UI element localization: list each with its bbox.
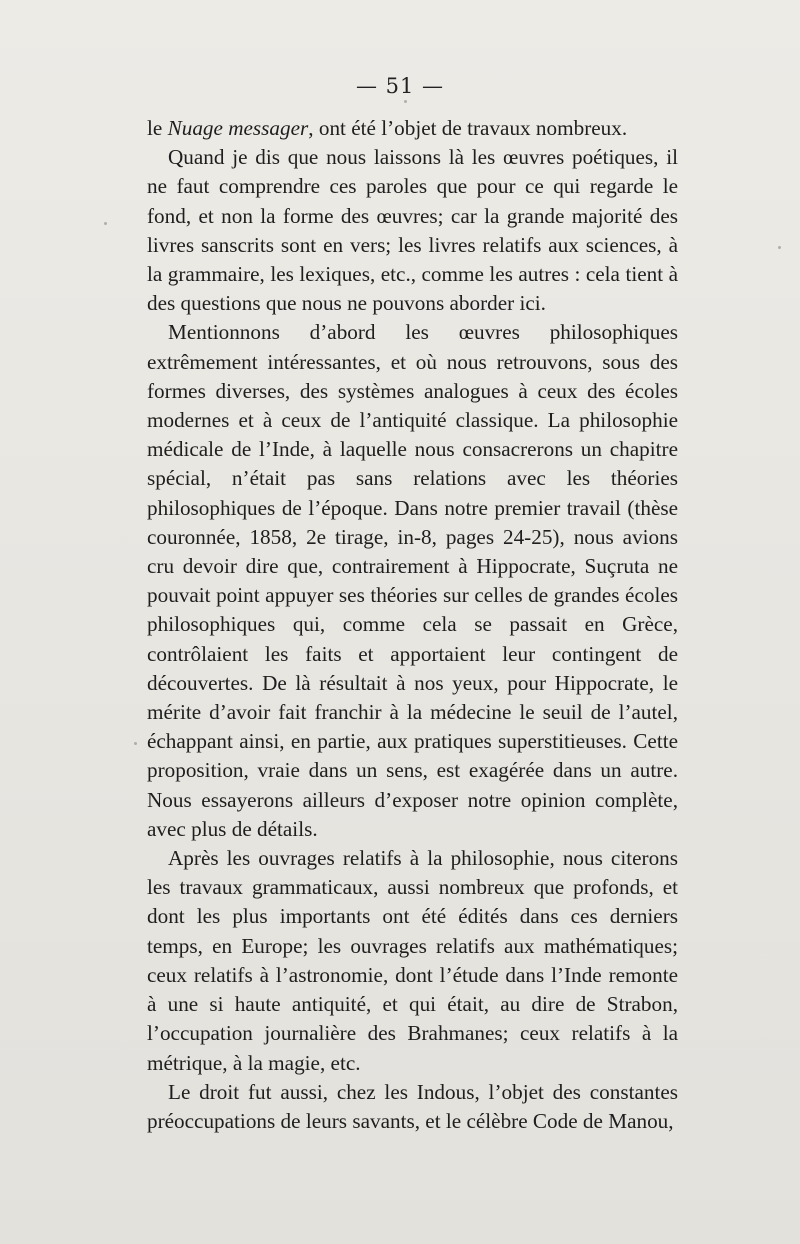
paper-speck [134, 742, 137, 745]
paper-speck [404, 100, 407, 103]
paragraph-4: Après les ouvrages relatifs à la philosophie, nous citerons les travaux grammaticaux, aussi nombreux que profonds, et dont les plus importants ont été édités dans ces derniers temps, en Europe; les ouvrages relatifs aux mathématiques; ceux relatifs à l’astronomie, dont l’étude dans l’Inde remonte à une si haute antiquité, et qui était, au dire de Strabon, l’occupation journalière des Brahmanes; ceux relatifs à la métrique, à la magie, etc. [147, 846, 678, 1075]
page-number: — 51 — [355, 74, 445, 98]
paragraph-1 [147, 114, 678, 143]
paragraph-2: Quand je dis que nous laissons là les œuvres poétiques, il ne faut comprendre ces paroles que pour ce qui regarde le fond, et non la forme des œuvres; car la grande majorité des livres sanscrits sont en vers; les livres relatifs aux sciences, à la grammaire, les lexiques, etc., comme les autres : cela tient à des questions que nous ne pouvons aborder ici. [147, 145, 678, 316]
paragraph-5: Le droit fut aussi, chez les Indous, l’objet des constantes préoccupations de leurs savants, et le célèbre Code de Manou, [147, 1079, 678, 1133]
paragraph-3: Mentionnons d’abord les œuvres philosophiques extrêmement intéressantes, et où nous retrouvons, sous des formes diverses, des systèmes analogues à ceux des écoles modernes et à ceux de l’antiquité classique. La philosophie médicale de l’Inde, à laquelle nous consacrerons un chapitre spécial, n’était pas sans relations avec les théories philosophiques de l’époque. Dans notre premier travail (thèse couronnée, 1858, 2e tirage, in-8, pages 24-25), nous avions cru devoir dire que, contrairement à Hippocrate, Suçruta ne pouvait point appuyer ses théories sur celles de grandes écoles philosophiques qui, comme cela se passait en Grèce, contrôlaient les faits et apportaient leur contingent de découvertes. De là résultait à nos yeux, pour Hippocrate, le mérite d’avoir fait franchir à la médecine le seuil de l’autel, échappant ainsi, en partie, aux pratiques superstitieuses. Cette proposition, vraie dans un sens, est exagérée dans un autre. Nous essayerons ailleurs d’exposer notre opinion complète, avec plus de détails. [147, 320, 678, 841]
paper-speck [104, 222, 107, 225]
paper-speck [778, 246, 781, 249]
title-nuage-messager: Nuage messager [167, 116, 309, 140]
body-text [147, 114, 678, 1136]
paragraph-1-start: le [147, 116, 168, 140]
paragraph-1-end: , ont été l’objet de travaux nombreux. [308, 116, 628, 140]
